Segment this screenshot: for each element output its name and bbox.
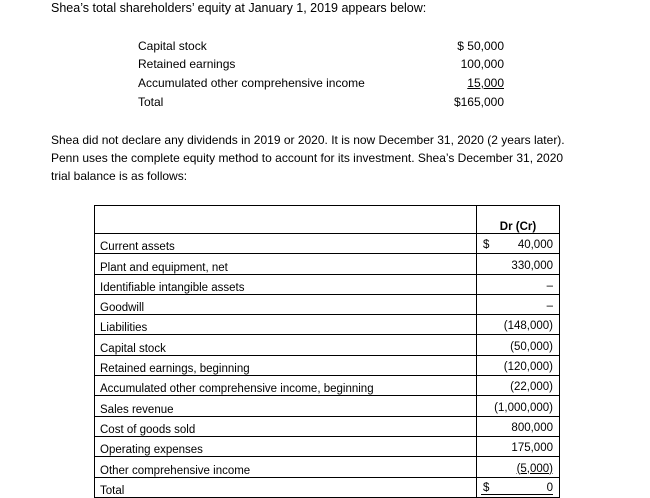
header-blank-cell [95, 206, 477, 234]
row-label: Retained earnings, beginning [95, 355, 477, 375]
total-underline [481, 480, 553, 495]
row-amount [477, 274, 560, 294]
amount-value: (120,000) [503, 361, 553, 374]
row-label: Cost of goods sold [95, 416, 477, 436]
intro-text: Shea’s total shareholders’ equity at January 1, 2019 appears below: [51, 1, 427, 15]
row-amount [477, 436, 560, 456]
amount-value: 40,000 [517, 239, 553, 252]
row-amount [477, 416, 560, 436]
paragraph-line: Penn uses the complete equity method to account for its investment. Shea’s December 31, 2020 [51, 151, 564, 165]
row-label: Capital stock [95, 335, 477, 355]
table-row [95, 396, 560, 416]
row-amount [477, 234, 560, 254]
table-row [95, 376, 560, 396]
amount-value: (5,000) [516, 462, 553, 475]
row-label: Operating expenses [95, 436, 477, 456]
total-amount [477, 477, 560, 497]
paragraph-line: trial balance is as follows: [51, 169, 188, 183]
equity-value: 100,000 [460, 57, 504, 71]
row-label: Accumulated other comprehensive income, beginning [95, 376, 477, 396]
row-label: Sales revenue [95, 396, 477, 416]
row-label: Liabilities [95, 315, 477, 335]
amount-value: 175,000 [511, 442, 553, 455]
table-row [95, 335, 560, 355]
row-amount [477, 396, 560, 416]
header-dr-cr: Dr (Cr) [477, 206, 560, 234]
row-amount [477, 335, 560, 355]
dollar-sign: $ [483, 239, 490, 252]
amount-value: – [546, 300, 553, 313]
equity-total-value: $165,000 [453, 95, 504, 109]
table-total-row [95, 477, 560, 497]
table-row [95, 274, 560, 294]
amount-value: (148,000) [503, 320, 553, 333]
table-row [95, 315, 560, 335]
total-value: 0 [546, 481, 553, 494]
equity-value: $ 50,000 [457, 39, 504, 53]
equity-label: Accumulated other comprehensive income [138, 76, 365, 90]
total-label: Total [95, 477, 477, 497]
row-amount [477, 315, 560, 335]
row-amount [477, 294, 560, 314]
row-amount [477, 457, 560, 477]
row-label: Goodwill [95, 294, 477, 314]
table-row [95, 355, 560, 375]
amount-value: (22,000) [510, 381, 553, 394]
table-row [95, 436, 560, 456]
table-row [95, 254, 560, 274]
paragraph-line: Shea did not declare any dividends in 2019 or 2020. It is now December 31, 2020 (2 years later). [51, 133, 565, 147]
trial-balance-table [94, 205, 560, 498]
amount-value: – [546, 279, 553, 292]
row-amount [477, 376, 560, 396]
amount-value: 330,000 [511, 259, 553, 272]
row-amount [477, 254, 560, 274]
equity-total-label: Total [138, 95, 164, 109]
row-label: Plant and equipment, net [95, 254, 477, 274]
equity-value: 15,000 [467, 76, 504, 90]
table-row [95, 294, 560, 314]
row-amount [477, 355, 560, 375]
table-row [95, 457, 560, 477]
amount-value: (1,000,000) [494, 401, 553, 414]
equity-label: Capital stock [138, 39, 207, 53]
table-row [95, 234, 560, 254]
row-label: Current assets [95, 234, 477, 254]
amount-value: (50,000) [510, 340, 553, 353]
row-label: Other comprehensive income [95, 457, 477, 477]
equity-label: Retained earnings [138, 57, 236, 71]
amount-value: 800,000 [511, 421, 553, 434]
table-header-row [95, 206, 560, 234]
row-label: Identifiable intangible assets [95, 274, 477, 294]
table-row [95, 416, 560, 436]
dollar-sign: $ [483, 481, 490, 494]
